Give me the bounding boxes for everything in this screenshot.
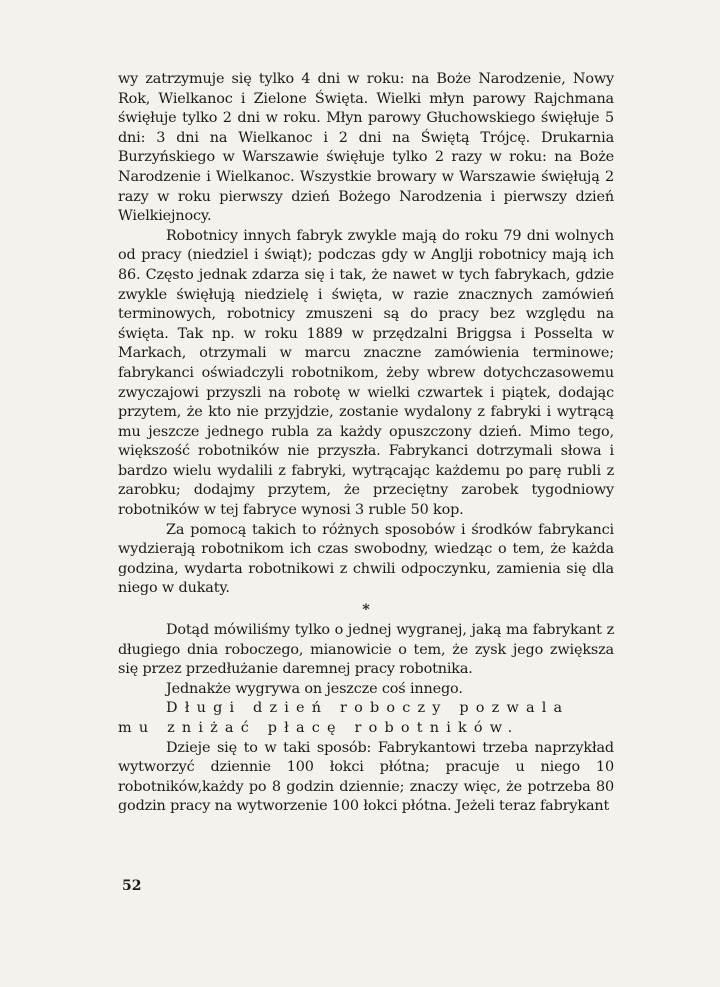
paragraph-1: wy zatrzymuje się tylko 4 dni w roku: na Boże Narodzenie, Nowy Rok, Wielkanoc i Zielone Święta. Wielki młyn parowy Rajchmana święłuje tylko 2 dni w roku. Młyn parowy Głuchowskiego święłuje 5 dni: 3 dni na Wielkanoc i 2 dni na Świętą Trójcę. Drukarnia Burzyńskiego w Warszawie święłuje tylko 2 razy w roku: na Boże Narodzenie i Wielkanoc. Wszystkie browary w Warszawie święłują 2 razy w roku pierwszy dzień Bożego Narodzenia i pierwszy dzień Wielkiejnocy.: [118, 71, 614, 225]
emphasized-paragraph: Długi dzień roboczy pozwala mu zniżać płacę robotników.: [118, 700, 570, 736]
paragraph-3: Za pomocą takich to różnych sposobów i środków fabrykanci wydzierają robotnikom ich czas swobodny, wiedząc o tem, że każda godzina, wydarta robotnikowi z chwili odpoczynku, zamienia się dla niego w dukaty.: [118, 521, 614, 597]
paragraph-2: Robotnicy innych fabryk zwykle mają do roku 79 dni wolnych od pracy (niedziel i świąt); podczas gdy w Anglji robotnicy mają ich 86. Często jednak zdarza się i tak, że nawet w tych fabrykach, gdzie zwykle święłują niedzielę i święta, w razie znacznych zamówień terminowych, robotnicy zmuszeni są do pracy bez względu na święta. Tak np. w roku 1889 w przędzalni Briggsa i Posselta w Markach, otrzymali w marcu znaczne zamówienia terminowe; fabrykanci oświadczyli robotnikom, żeby wbrew dotychczasowemu zwyczajowi przyszli na robotę w wielki czwartek i piątek, dodając przytem, że kto nie przyjdzie, zostanie wydalony z fabryki i wytrącą mu jeszcze jednego rubla za każdy opuszczony dzień. Mimo tego, większość robotników nie przyszła. Fabrykanci dotrzymali słowa i bardzo wielu wydalili z fabryki, wytrącając każdemu po parę rubli z zarobku; dodajmy przytem, że przeciętny zarobek tygodniowy robotników w tej fabryce wynosi 3 ruble 50 kop.: [118, 227, 614, 519]
paragraph-4: Dotąd mówiliśmy tylko o jednej wygranej, jaką ma fabrykant z długiego dnia roboczego, mianowicie o tem, że zysk jego zwiększa się przez przedłużanie daremnej pracy robotnika.: [118, 622, 614, 678]
body-text: [118, 70, 614, 817]
paragraph-6: Dzieje się to w taki sposób: Fabrykantowi trzeba naprzykład wytworzyć dziennie 100 łokci płótna; pracuje u niego 10 robotników,każdy po 8 godzin dziennie; znaczy więc, że potrzeba 80 godzin pracy na wytworzenie 100 łokci płótna. Jeżeli teraz fabrykant: [118, 739, 614, 815]
page-number: 52: [122, 878, 142, 894]
paragraph-5: Jednakże wygrywa on jeszcze coś innego.: [166, 680, 463, 697]
section-separator: *: [362, 601, 370, 619]
